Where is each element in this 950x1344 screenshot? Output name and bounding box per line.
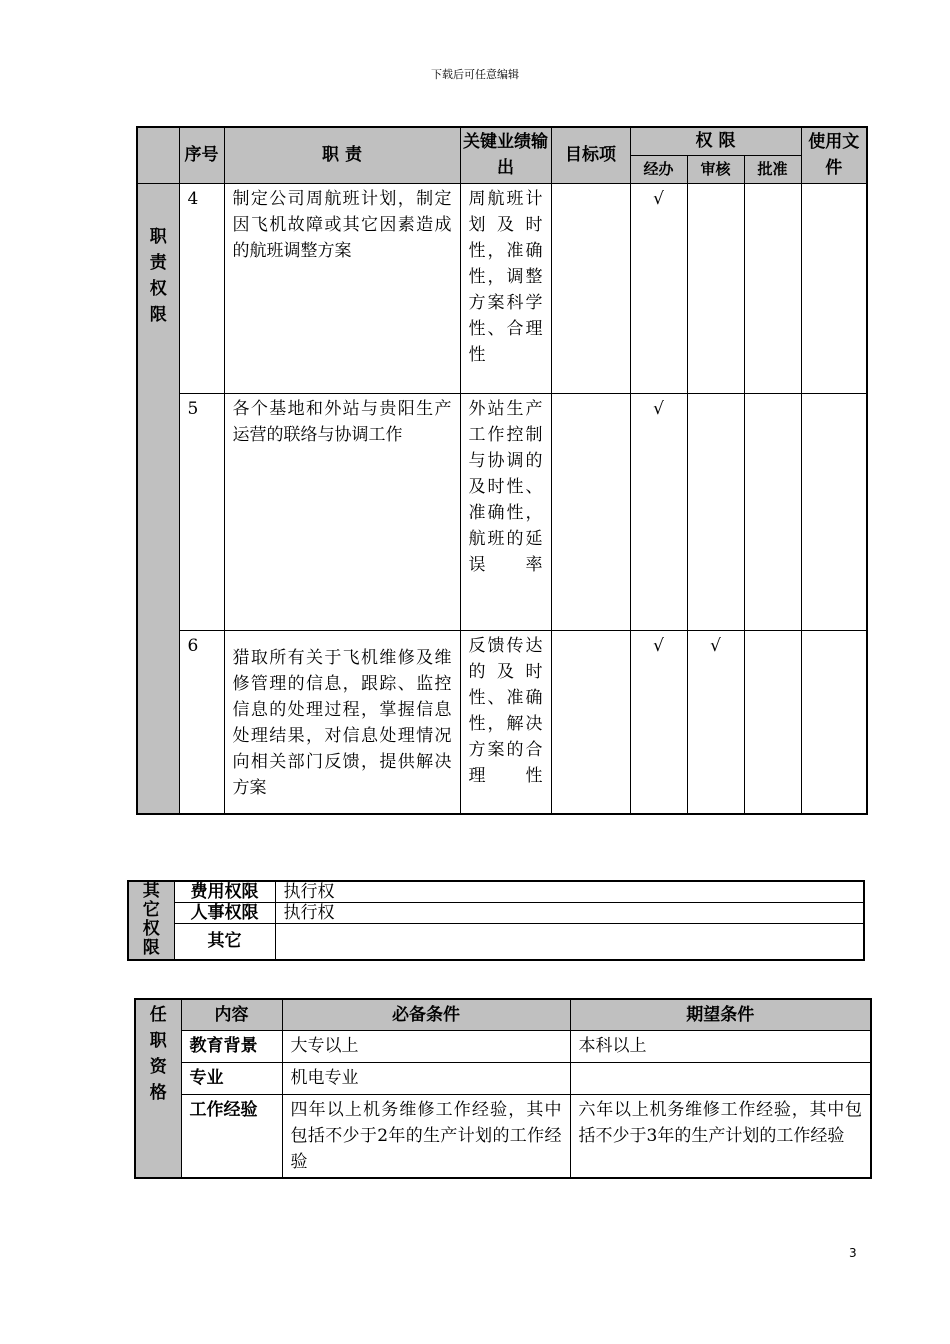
table-row <box>135 1030 871 1062</box>
qual-label: 教育背景 <box>181 1030 282 1062</box>
header-target: 目标项 <box>551 127 630 183</box>
section-label-other: 其 它 权 限 <box>128 881 174 960</box>
table-row <box>135 1062 871 1094</box>
row-review <box>687 393 744 630</box>
header-docs: 使用文件 <box>801 127 867 183</box>
row-docs <box>801 183 867 393</box>
other-value: 执行权 <box>275 881 864 903</box>
row-approve <box>744 393 801 630</box>
row-handle: √ <box>630 393 687 630</box>
section-label-qualifications: 任 职 资 格 <box>135 999 181 1178</box>
header-duty: 职 责 <box>224 127 460 183</box>
row-number: 4 <box>179 183 224 393</box>
page-number: 3 <box>849 1246 857 1260</box>
table-row <box>137 393 867 630</box>
row-handle: √ <box>630 183 687 393</box>
row-number: 6 <box>179 630 224 814</box>
section-label-duties: 职 责 权 限 <box>137 183 179 814</box>
row-review <box>687 183 744 393</box>
corner-cell <box>137 127 179 183</box>
row-target <box>551 183 630 393</box>
row-number: 5 <box>179 393 224 630</box>
other-value: 执行权 <box>275 903 864 924</box>
row-approve <box>744 630 801 814</box>
qual-required: 机电专业 <box>282 1062 570 1094</box>
qual-expected: 六年以上机务维修工作经验，其中包括不少于3年的生产计划的工作经验 <box>570 1094 871 1178</box>
header-expected: 期望条件 <box>570 999 871 1030</box>
table-row <box>137 630 867 814</box>
row-docs <box>801 393 867 630</box>
other-label: 人事权限 <box>174 903 275 924</box>
header-handle: 经办 <box>630 155 687 183</box>
header-output: 关键业绩输出 <box>460 127 551 183</box>
row-duty: 猎取所有关于飞机维修及维修管理的信息，跟踪、监控信息的处理过程，掌握信息处理结果，对信息处理情况向相关部门反馈，提供解决方案 <box>224 630 460 814</box>
row-output: 外站生产工作控制与协调的及时性、准确性，航班的延误率 <box>460 393 551 630</box>
header-note: 下载后可任意编辑 <box>431 68 519 81</box>
row-output: 反馈传达的及时性、准确性，解决方案的合理性 <box>460 630 551 814</box>
row-approve <box>744 183 801 393</box>
row-target <box>551 630 630 814</box>
row-docs <box>801 630 867 814</box>
row-review: √ <box>687 630 744 814</box>
row-output: 周航班计划及时性，准确性，调整方案科学性、合理性 <box>460 183 551 393</box>
row-duty: 制定公司周航班计划，制定因飞机故障或其它因素造成的航班调整方案 <box>224 183 460 393</box>
qual-expected <box>570 1062 871 1094</box>
row-duty: 各个基地和外站与贵阳生产运营的联络与协调工作 <box>224 393 460 630</box>
row-handle: √ <box>630 630 687 814</box>
header-approve: 批准 <box>744 155 801 183</box>
other-authority-table <box>127 880 865 961</box>
table-row <box>137 183 867 393</box>
header-seq: 序号 <box>179 127 224 183</box>
table-row <box>135 1094 871 1178</box>
header-review: 审核 <box>687 155 744 183</box>
header-content: 内容 <box>181 999 282 1030</box>
qual-required: 四年以上机务维修工作经验，其中包括不少于2年的生产计划的工作经验 <box>282 1094 570 1178</box>
header-authority: 权 限 <box>630 127 801 155</box>
qual-expected: 本科以上 <box>570 1030 871 1062</box>
qualifications-table <box>134 998 872 1179</box>
row-target <box>551 393 630 630</box>
other-label: 费用权限 <box>174 881 275 903</box>
qual-label: 专业 <box>181 1062 282 1094</box>
duties-table <box>136 126 868 815</box>
other-value <box>275 924 864 960</box>
other-label: 其它 <box>174 924 275 960</box>
qual-label: 工作经验 <box>181 1094 282 1178</box>
header-required: 必备条件 <box>282 999 570 1030</box>
qual-required: 大专以上 <box>282 1030 570 1062</box>
